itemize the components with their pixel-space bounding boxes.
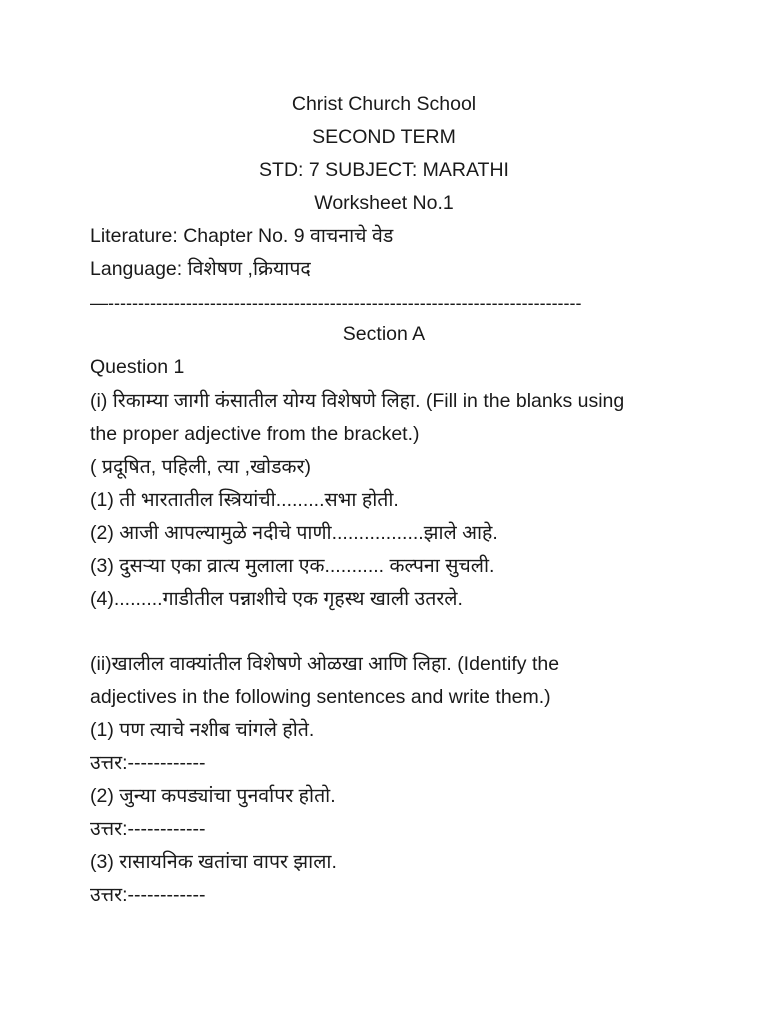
part-ii-instruction: (ii)खालील वाक्यांतील विशेषणे ओळखा आणि लिहा. (Identify the bbox=[90, 653, 560, 675]
literature-topic: Literature: Chapter No. 9 वाचनाचे वेड bbox=[90, 225, 394, 247]
answer-line: उत्तर:------------ bbox=[90, 752, 206, 774]
fill-blank-item: (2) आजी आपल्यामुळे नदीचे पाणी.................झाले आहे. bbox=[90, 522, 498, 544]
language-topic: Language: विशेषण ,क्रियापद bbox=[90, 258, 311, 280]
separator-line: —------------------------------------------------------------------------------- bbox=[90, 293, 582, 313]
worksheet-number: Worksheet No.1 bbox=[314, 192, 454, 214]
identify-sentence: (1) पण त्याचे नशीब चांगले होते. bbox=[90, 719, 315, 741]
term-title: SECOND TERM bbox=[312, 126, 456, 148]
school-name: Christ Church School bbox=[291, 93, 477, 115]
answer-line: उत्तर:------------ bbox=[90, 818, 206, 840]
identify-sentence: (3) रासायनिक खतांचा वापर झाला. bbox=[90, 851, 337, 873]
option-list: ( प्रदूषित, पहिली, त्या ,खोडकर) bbox=[90, 456, 311, 478]
part-i-instruction-cont: the proper adjective from the bracket.) bbox=[90, 423, 420, 445]
identify-sentence: (2) जुन्या कपड्यांचा पुनर्वापर होतो. bbox=[90, 785, 336, 807]
std-subject: STD: 7 SUBJECT: MARATHI bbox=[259, 159, 509, 181]
fill-blank-item: (1) ती भारतातील स्त्रियांची.........सभा होती. bbox=[90, 489, 399, 511]
section-title: Section A bbox=[342, 323, 426, 345]
fill-blank-item: (4).........गाडीतील पन्नाशीचे एक गृहस्थ खाली उतरले. bbox=[90, 588, 463, 610]
part-i-instruction: (i) रिकाम्या जागी कंसातील योग्य विशेषणे लिहा. (Fill in the blanks using bbox=[90, 390, 625, 412]
part-ii-instruction-cont: adjectives in the following sentences and write them.) bbox=[90, 686, 551, 708]
question-label: Question 1 bbox=[90, 356, 185, 378]
answer-line: उत्तर:------------ bbox=[90, 884, 206, 906]
fill-blank-item: (3) दुसऱ्या एका व्रात्य मुलाला एक........... कल्पना सुचली. bbox=[90, 555, 495, 577]
